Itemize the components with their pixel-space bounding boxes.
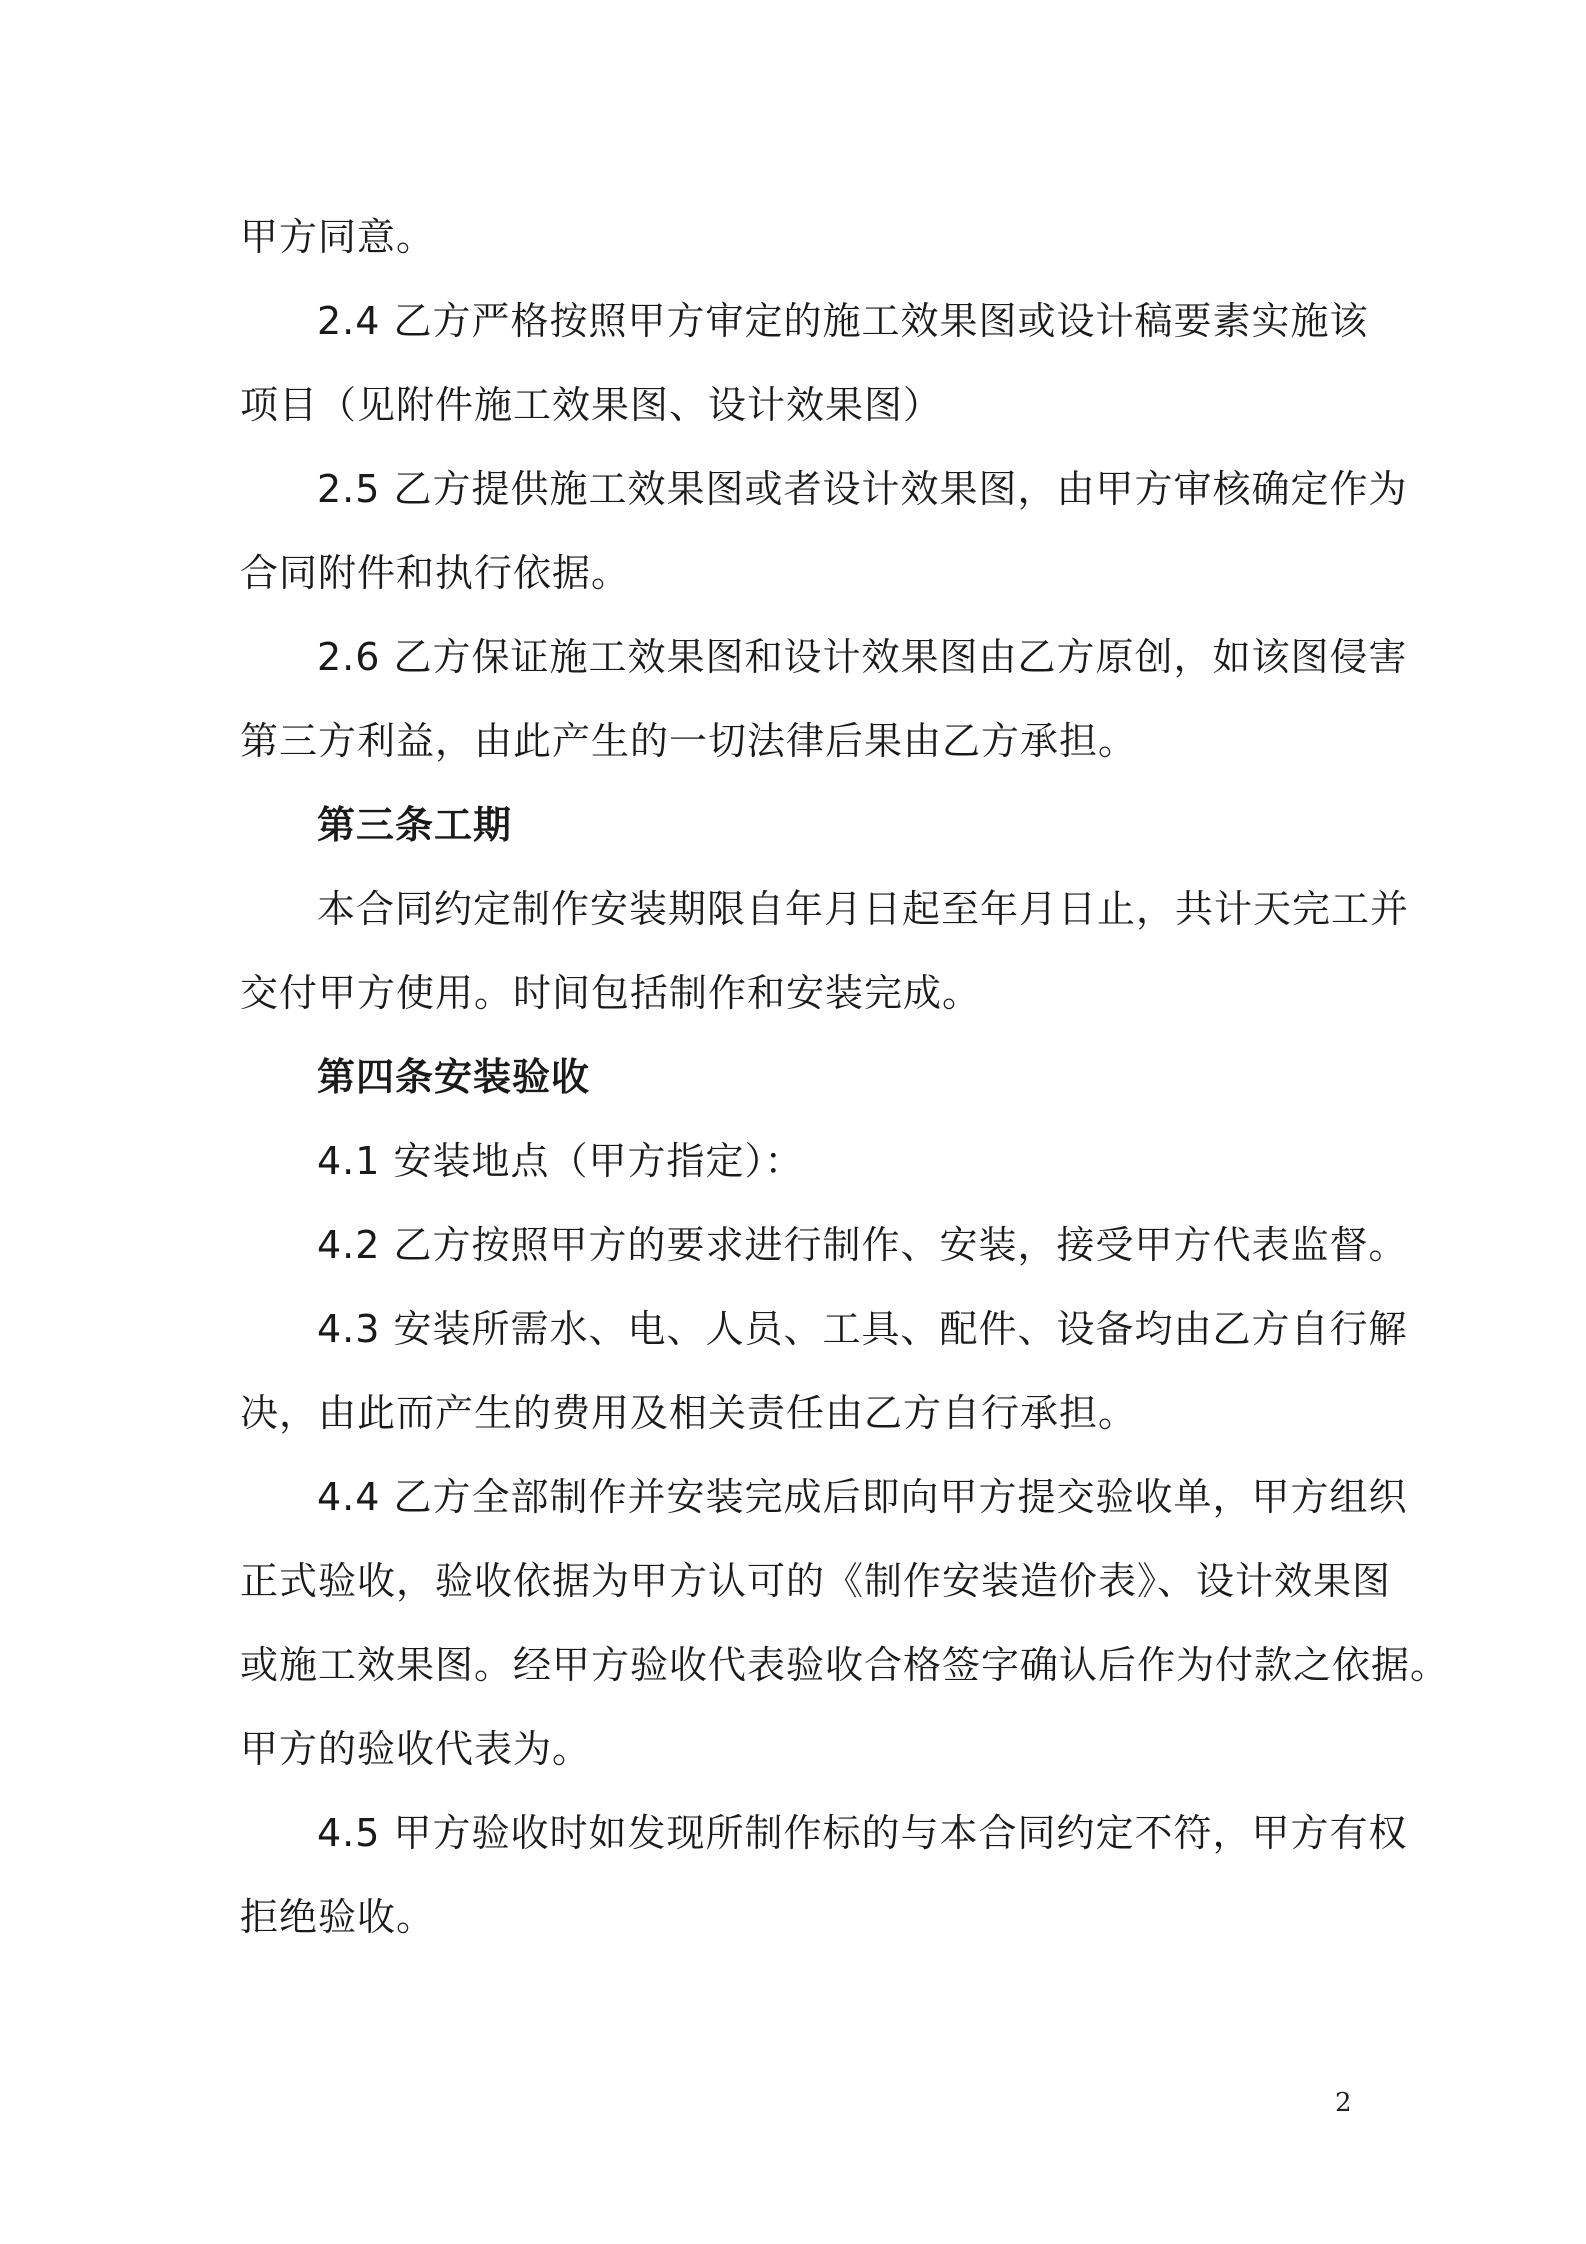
paragraph-line: 甲方同意。 [240, 215, 436, 259]
clause-2-4-line-2: 项目（见附件施工效果图、设计效果图） [240, 383, 943, 427]
article-3-heading: 第三条工期 [317, 803, 513, 847]
article-3-line-1: 本合同约定制作安装期限自年月日起至年月日止，共计天完工并 [317, 887, 1410, 931]
clause-4-2: 4.2 乙方按照甲方的要求进行制作、安装，接受甲方代表监督。 [317, 1223, 1408, 1267]
clause-4-4-line-2: 正式验收，验收依据为甲方认可的《制作安装造价表》、设计效果图 [240, 1559, 1392, 1603]
clause-4-4-line-1: 4.4 乙方全部制作并安装完成后即向甲方提交验收单，甲方组织 [317, 1475, 1408, 1519]
clause-2-4-line-1: 2.4 乙方严格按照甲方审定的施工效果图或设计稿要素实施该 [317, 299, 1369, 343]
clause-4-3-line-1: 4.3 安装所需水、电、人员、工具、配件、设备均由乙方自行解 [317, 1307, 1408, 1351]
clause-4-4-line-4: 甲方的验收代表为。 [240, 1727, 592, 1771]
article-4-heading: 第四条安装验收 [317, 1055, 591, 1099]
clause-2-6-line-1: 2.6 乙方保证施工效果图和设计效果图由乙方原创，如该图侵害 [317, 635, 1408, 679]
page-number: 2 [1335, 2088, 1352, 2118]
document-body [240, 195, 1450, 1959]
clause-2-6-line-2: 第三方利益，由此产生的一切法律后果由乙方承担。 [240, 719, 1138, 763]
article-3-line-2: 交付甲方使用。时间包括制作和安装完成。 [240, 971, 982, 1015]
clause-4-5-line-2: 拒绝验收。 [240, 1895, 436, 1939]
clause-2-5-line-2: 合同附件和执行依据。 [240, 551, 631, 595]
clause-4-1: 4.1 安装地点（甲方指定）： [317, 1139, 804, 1183]
clause-2-5-line-1: 2.5 乙方提供施工效果图或者设计效果图，由甲方审核确定作为 [317, 467, 1408, 511]
clause-4-4-line-3: 或施工效果图。经甲方验收代表验收合格签字确认后作为付款之依据。 [240, 1643, 1450, 1687]
clause-4-5-line-1: 4.5 甲方验收时如发现所制作标的与本合同约定不符，甲方有权 [317, 1811, 1408, 1855]
clause-4-3-line-2: 决，由此而产生的费用及相关责任由乙方自行承担。 [240, 1391, 1138, 1435]
